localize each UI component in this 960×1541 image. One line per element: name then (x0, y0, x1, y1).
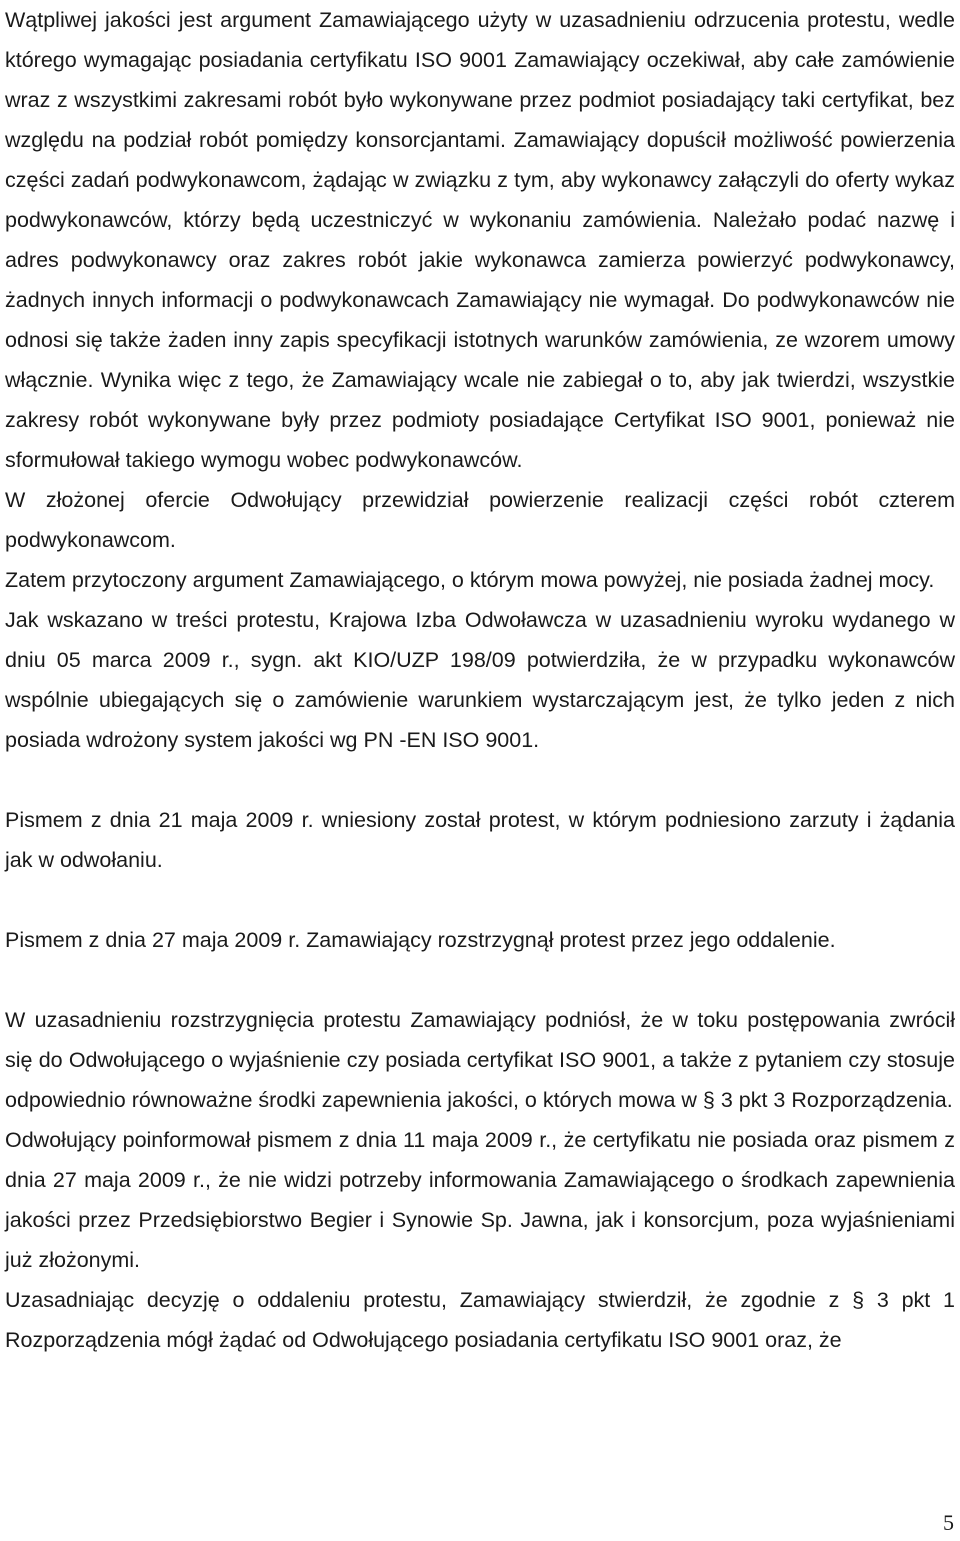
paragraph-offer-subcontractors: W złożonej ofercie Odwołujący przewidział powierzenie realizacji części robót czterem podwykonawcom. (5, 488, 955, 552)
paragraph-spacer (5, 880, 955, 920)
page-number: 5 (943, 1510, 954, 1535)
paragraph-kio-ruling: Jak wskazano w treści protestu, Krajowa Izba Odwoławcza w uzasadnieniu wyroku wydanego w dniu 05 marca 2009 r., sygn. akt KIO/UZP 198/09 potwierdziła, że w przypadku wykonawców wspólnie ubiegających się o zamówienie warunkiem wystarczającym jest, że tylko jeden z nich posiada wdrożony system jakości wg PN -EN ISO 9001. (5, 608, 955, 752)
paragraph-decision-justification: Uzasadniając decyzję o oddaleniu protestu, Zamawiający stwierdził, że zgodnie z § 3 pkt 1 Rozporządzenia mógł żądać od Odwołującego posiadania certyfikatu ISO 9001 oraz, że (5, 1288, 955, 1352)
document-page (5, 0, 955, 1360)
paragraph-dismissal-reasoning: W uzasadnieniu rozstrzygnięcia protestu Zamawiający podniósł, że w toku postępowania zwrócił się do Odwołującego o wyjaśnienie czy posiada certyfikat ISO 9001, a także z pytaniem czy stosuje odpowiednio równoważne środki zapewnienia jakości, o których mowa w § 3 pkt 3 Rozporządzenia. (5, 1008, 955, 1112)
paragraph-iso-argument: Wątpliwej jakości jest argument Zamawiającego użyty w uzasadnieniu odrzucenia protestu, wedle którego wymagając posiadania certyfikatu ISO 9001 Zamawiający oczekiwał, aby całe zamówienie wraz z wszystkimi zakresami robót było wykonywane przez podmiot posiadający taki certyfikat, bez względu na podział robót pomiędzy konsorcjantami. Zamawiający dopuścił możliwość powierzenia części zadań podwykonawcom, żądając w związku z tym, aby wykonawcy załączyli do oferty wykaz podwykonawców, którzy będą uczestniczyć w wykonaniu zamówienia. Należało podać nazwę i adres podwykonawcy oraz zakres robót jakie wykonawca zamierza powierzyć podwykonawcy, żadnych innych informacji o podwykonawcach Zamawiający nie wymagał. Do podwykonawców nie odnosi się także żaden inny zapis specyfikacji istotnych warunków zamówienia, ze wzorem umowy włącznie. Wynika więc z tego, że Zamawiający wcale nie zabiegał o to, aby jak twierdzi, wszystkie zakresy robót wykonywane były przez podmioty posiadające Certyfikat ISO 9001, ponieważ nie sformułował takiego wymogu wobec podwykonawców. (5, 8, 955, 472)
paragraph-protest-dismissed: Pismem z dnia 27 maja 2009 r. Zamawiający rozstrzygnął protest przez jego oddalenie. (5, 928, 836, 952)
paragraph-protest-filed: Pismem z dnia 21 maja 2009 r. wniesiony został protest, w którym podniesiono zarzuty i żądania jak w odwołaniu. (5, 808, 955, 872)
paragraph-appellant-response: Odwołujący poinformował pismem z dnia 11 maja 2009 r., że certyfikatu nie posiada oraz pismem z dnia 27 maja 2009 r., że nie widzi potrzeby informowania Zamawiającego o środkach zapewnienia jakości przez Przedsiębiorstwo Begier i Synowie Sp. Jawna, jak i konsorcjum, poza wyjaśnieniami już złożonymi. (5, 1128, 955, 1272)
paragraph-spacer (5, 760, 955, 800)
paragraph-argument-no-force: Zatem przytoczony argument Zamawiającego, o którym mowa powyżej, nie posiada żadnej mocy. (5, 568, 935, 592)
paragraph-spacer (5, 960, 955, 1000)
